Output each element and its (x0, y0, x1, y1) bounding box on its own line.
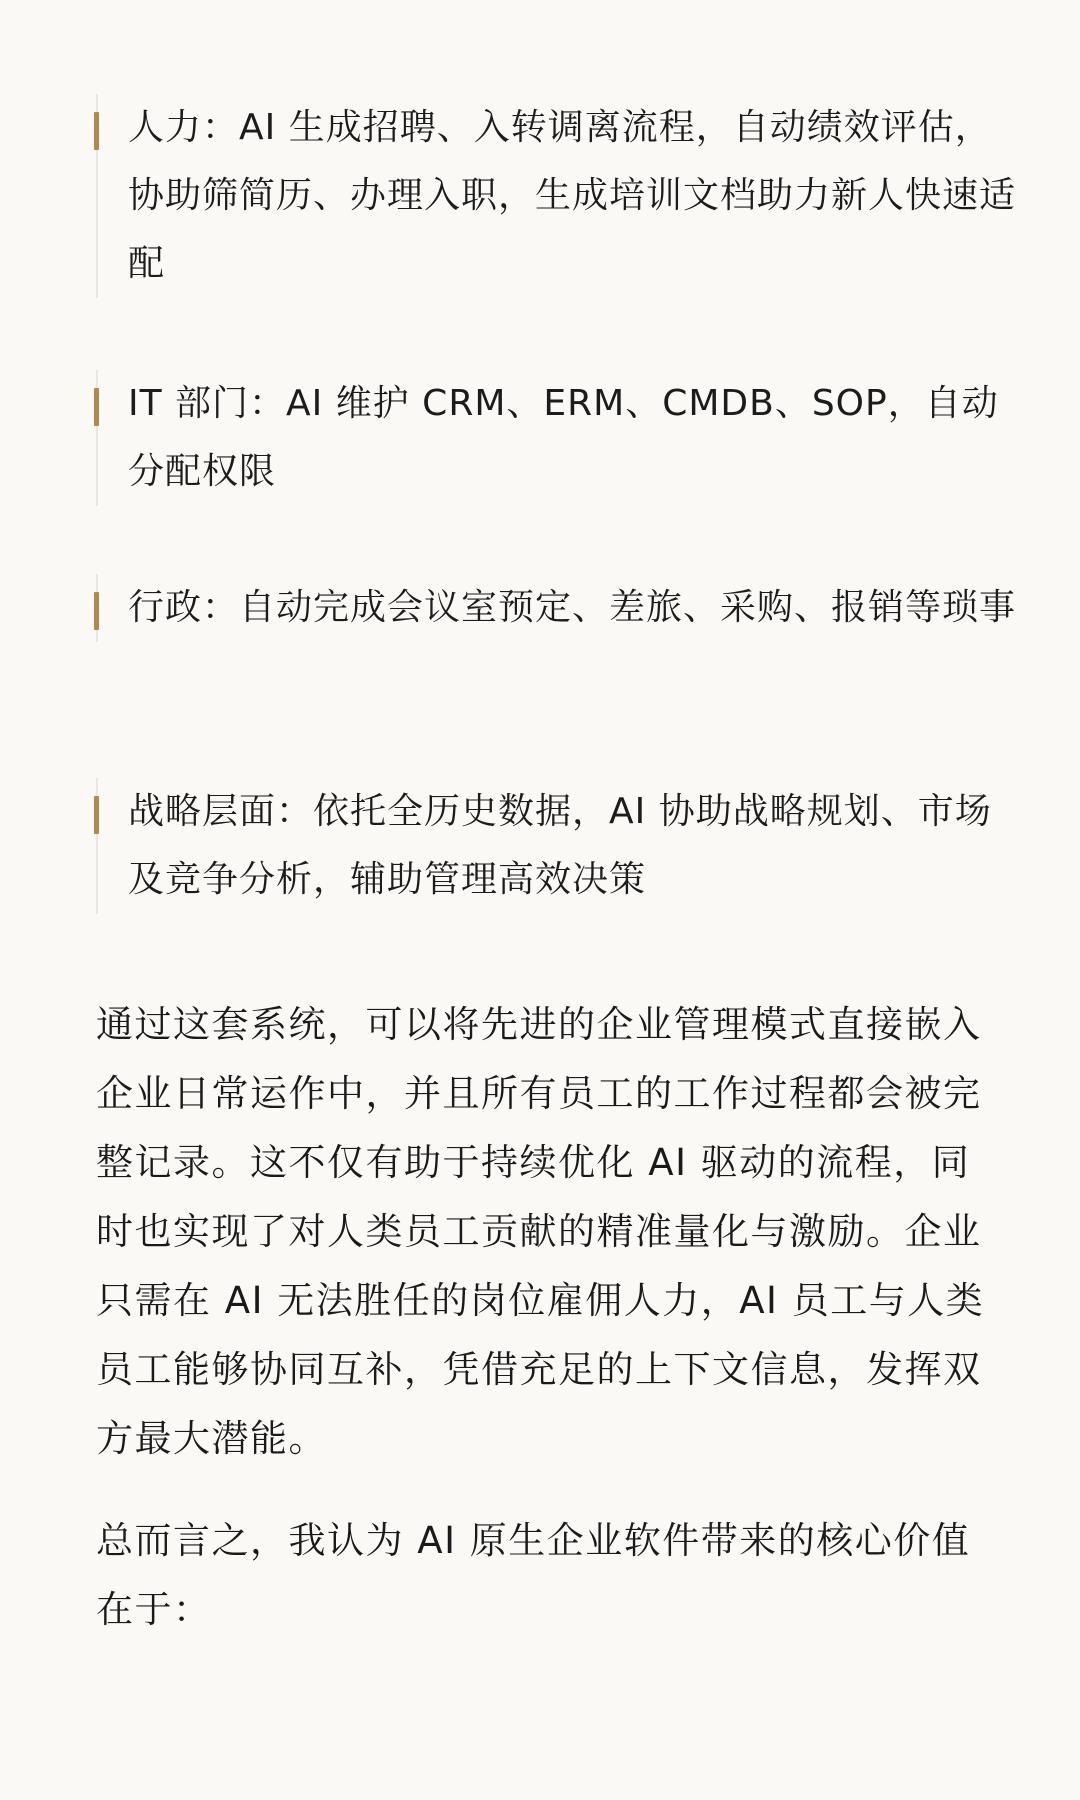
quote-block-admin (96, 574, 1018, 642)
body-paragraph-system: 通过这套系统，可以将先进的企业管理模式直接嵌入企业日常运作中，并且所有员工的工作过程都会被完整记录。这不仅有助于持续优化 AI 驱动的流程，同时也实现了对人类员工贡献的精准量化与激励。企业只需在 AI 无法胜任的岗位雇佣人力，AI 员工与人类员工能够协同互补，凭借充足的上下文信息，发挥双方最大潜能。 (96, 1003, 985, 1460)
quote-accent-bar (94, 592, 99, 630)
quote-accent-bar (94, 112, 99, 150)
quote-text-strategy: 战略层面：依托全历史数据，AI 协助战略规划、市场及竞争分析，辅助管理高效决策 (128, 791, 992, 900)
quote-text-hr: 人力：AI 生成招聘、入转调离流程，自动绩效评估，协助筛简历、办理入职，生成培训文档助力新人快速适配 (128, 107, 1017, 284)
quote-text-it: IT 部门：AI 维护 CRM、ERM、CMDB、SOP，自动分配权限 (128, 383, 999, 492)
quote-block-strategy (96, 778, 1018, 914)
quote-text-admin: 行政：自动完成会议室预定、差旅、采购、报销等琐事 (128, 587, 1017, 628)
quote-accent-bar (94, 796, 99, 834)
quote-accent-bar (94, 388, 99, 426)
quote-block-hr (96, 94, 1018, 298)
quote-block-it (96, 370, 1018, 506)
body-paragraph-summary: 总而言之，我认为 AI 原生企业软件带来的核心价值在于： (96, 1519, 971, 1631)
